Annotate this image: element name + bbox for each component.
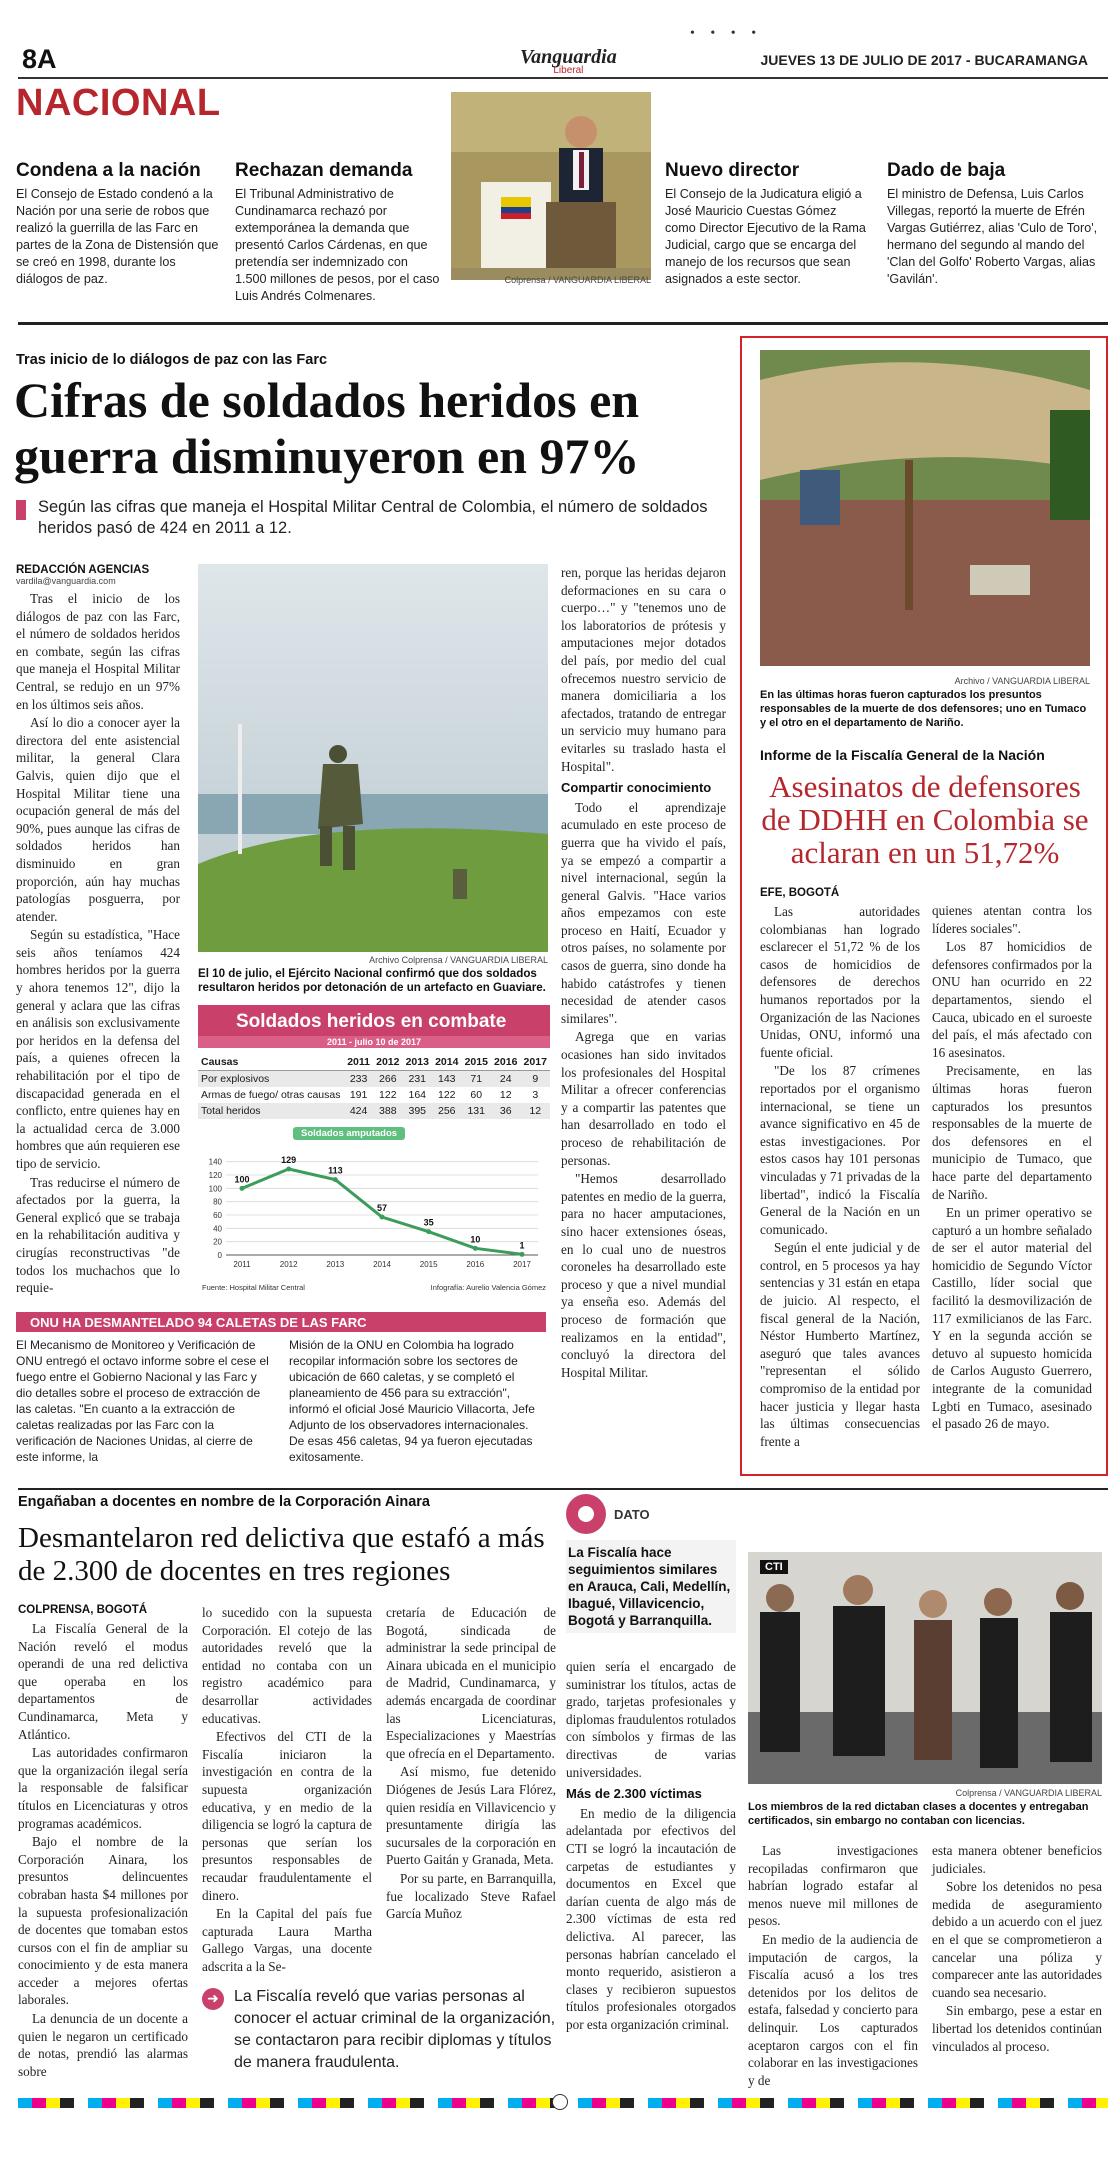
top-photo bbox=[451, 92, 651, 285]
paragraph: Por su parte, en Barranquilla, fue localizado Steve Rafael García Muñoz bbox=[386, 1870, 556, 1922]
paragraph: Los 87 homicidios de defensores confirmados por la ONU han ocurrido en 22 departamentos, siendo el Cauca, ubicado en el suroeste del país, el más afectado con 16 asesinatos. bbox=[932, 939, 1092, 1060]
data-point bbox=[333, 1177, 338, 1182]
table-header-year: 2017 bbox=[520, 1054, 550, 1071]
brief-text: El ministro de Defensa, Luis Carlos Villegas, reportó la muerte de Efrén Vargas Gutiérrez, alias 'Culo de Toro', hermano del segundo al mando del 'Clan del Golfo' Roberto Vargas, alias 'Gavilán'. bbox=[887, 187, 1098, 286]
table-cell-value: 191 bbox=[349, 1089, 368, 1101]
table-cell-value: 24 bbox=[491, 1071, 520, 1088]
brand-logo bbox=[520, 46, 617, 76]
table-cell-value: 3 bbox=[532, 1089, 539, 1101]
paragraph: En medio de la audiencia de imputación de cargos, la Fiscalía acusó a los tres detenidos por los delitos de estafa, falsedad y concierto para delinquir. Los capturados aceptaron cargos con el fin colaborar en las investigaciones y de bbox=[748, 1931, 918, 2088]
table-cell-value: 424 bbox=[344, 1103, 373, 1119]
data-point bbox=[473, 1246, 478, 1251]
paragraph: Sin embargo, pese a estar en libertad los detenidos continúan vinculados al proceso. bbox=[932, 2003, 1102, 2054]
paragraph: Así mismo, fue detenido Diógenes de Jesús Lara Flórez, quien residía en Villavicencio y presuntamente dirigía las sucursales de la corporación en Puerto Gaitán y Granada, Meta. bbox=[386, 1764, 556, 1868]
section-title: NACIONAL bbox=[16, 82, 221, 124]
table-cell-value: 388 bbox=[373, 1103, 402, 1119]
main-deck: Según las cifras que maneja el Hospital Militar Central de Colombia, el número de soldados heridos pasó de 424 en 2011 a 12. bbox=[38, 498, 708, 537]
onu-col2: Misión de la ONU en Colombia ha logrado recopilar información sobre los sectores de ubicación de 660 caletas, y se completó el planeamiento de 456 para su extracción", informó el oficial José Mauricio Villacorta, Jefe Adjunto de los observadores internacionales. De esas 456 caletas, 94 ya fueron ejecutadas exitosamente. bbox=[289, 1338, 535, 1464]
data-point bbox=[286, 1167, 291, 1172]
y-tick-label: 80 bbox=[213, 1197, 222, 1207]
byline: COLPRENSA, BOGOTÁ bbox=[18, 1604, 148, 1616]
paragraph: Todo el aprendizaje acumulado en este proceso de guerra que ha vivido el país, ya se empezó a compartir a nivel internacional, según la general Galvis. "Hace varios años empezamos con este proceso en Haití, Ecuador y otros países, no solamente por casos de guerra, sino donde ha habido catástrofes y tienen necesidad de atender casos similares". bbox=[561, 799, 726, 1026]
x-tick-label: 2012 bbox=[279, 1260, 298, 1269]
brief-title: Rechazan demanda bbox=[235, 160, 413, 181]
paragraph: Así lo dio a conocer ayer la directora del ente asistencial militar, la general Clara Galvis, quien dijo que el Hospital Militar tiene una ocupación general de más del 90%, pues aunque las cifras de soldados heridos han disminuido en gran proporción, aún hay muchas patologías posguerra, por atender. bbox=[16, 715, 180, 924]
bottom-col5-text bbox=[748, 1842, 918, 2089]
header-rule bbox=[18, 77, 1108, 79]
table-header-year: 2015 bbox=[462, 1054, 491, 1071]
bottom-col1 bbox=[18, 1604, 188, 2081]
table-cell-value: 71 bbox=[462, 1071, 491, 1088]
onu-columns bbox=[16, 1337, 546, 1465]
paragraph: quien sería el encargado de suministrar los títulos, actas de grado, tarjetas profesionales y diplomas fraudulentos rotulados con símbolos y firmas de las directivas de varias universidades. bbox=[566, 1659, 736, 1780]
bottom-col1-text bbox=[18, 1620, 188, 2080]
briefs-rule bbox=[18, 322, 1108, 325]
brand-sub: Liberal bbox=[553, 65, 584, 76]
photo-credit: Colprensa / VANGUARDIA LIBERAL bbox=[504, 275, 651, 285]
main-col3 bbox=[561, 564, 726, 1382]
paragraph: La denuncia de un docente a quien le negaron un certificado de notas, prendió las alarmas sobre bbox=[18, 2011, 188, 2079]
y-tick-label: 60 bbox=[213, 1211, 222, 1220]
cti-badge: CTI bbox=[760, 1560, 788, 1574]
x-tick-label: 2016 bbox=[466, 1260, 485, 1269]
paragraph: "De los 87 crímenes reportados por el organismo internacional, se tiene un avance significativo en 45 de estas investigaciones. Por estos casos hay 101 personas vinculadas y 71 privadas de la libertad", indicó la Fiscalía General de la Nación en un comunicado. bbox=[760, 1063, 920, 1237]
main-kicker: Tras inicio de lo diálogos de paz con las Farc bbox=[16, 352, 328, 368]
suspects-photo-caption: Los miembros de la red dictaban clases a docentes y entregaban certificados, sin embargo no contaban con licencias. bbox=[748, 1801, 1089, 1827]
data-point bbox=[240, 1186, 245, 1191]
x-tick-label: 2014 bbox=[373, 1260, 391, 1269]
onu-title bbox=[16, 1312, 546, 1332]
data-point bbox=[520, 1252, 525, 1257]
table-header-causas: Causas bbox=[198, 1054, 344, 1071]
paragraph: Las autoridades colombianas han logrado esclarecer el 51,72 % de los casos de homicidios de defensores de derechos humanos reportados por la Organización de las Naciones Unidas, ONU, informó una fuente oficial. bbox=[760, 904, 920, 1060]
data-label: 1 bbox=[519, 1240, 525, 1251]
onu-title-text: ONU HA DESMANTELADO 94 CALETAS DE LAS FARC bbox=[30, 1315, 367, 1330]
dato-header bbox=[566, 1494, 736, 1534]
brand-name: Vanguardia bbox=[520, 46, 617, 68]
table-cell-label: Por explosivos bbox=[198, 1071, 344, 1088]
table-cell-value: 12 bbox=[499, 1089, 512, 1101]
bottom-col3 bbox=[386, 1604, 556, 1924]
y-tick-label: 100 bbox=[208, 1184, 222, 1194]
data-point bbox=[426, 1229, 431, 1234]
brief-text: El Consejo de la Judicatura eligió a José Mauricio Cuestas Gómez como Director Ejecutivo de la Rama Judicial, cargo que se encarga del manejo de los recursos que sean asignados a este sector. bbox=[665, 187, 866, 286]
dato-box bbox=[566, 1494, 736, 1633]
paragraph: quienes atentan contra los líderes sociales". bbox=[932, 903, 1092, 936]
main-title: Cifras de soldados heridos en guerra disminuyeron en 97% bbox=[14, 372, 640, 484]
main-col1 bbox=[16, 564, 180, 1298]
hut-photo-credit: Archivo / VANGUARDIA LIBERAL bbox=[954, 676, 1090, 686]
paragraph: La Fiscalía General de la Nación reveló el modus operandi de una red delictiva que operaba en los departamentos de Cundinamarca, Meta y Atlántico. bbox=[18, 1621, 188, 1742]
table-cell-value: 9 bbox=[520, 1071, 550, 1088]
paragraph: Precisamente, en las últimas horas fueron capturados los presuntos responsables de la muerte de dos defensores en el municipio de Tumaco, que hace parte del departamento de Nariño. bbox=[932, 1063, 1092, 1202]
paragraph: "Hemos desarrollado patentes en medio de la guerra, para no hacer amputaciones, sino hacer extensiones óseas, en lo cual uno de nuestros coroneles ha desarrollado este proceso y que a nivel mundial ya enseña eso. Además del proceso de formación que realizamos en la entidad", concluyó la directora del Hospital Militar. bbox=[561, 1171, 726, 1380]
infographic-subtitle: 2011 - julio 10 de 2017 bbox=[198, 1036, 550, 1048]
brief-text: El Tribunal Administrativo de Cundinamarca rechazó por extemporánea la demanda que presentó Carlos Cárdenas, en que pretendía ser indemnizado con 1.500 millones de pesos, por el caso Luis Andrés Colmenares. bbox=[235, 187, 440, 303]
soldier-photo-credit: Archivo Colprensa / VANGUARDIA LIBERAL bbox=[369, 955, 548, 965]
table-cell-value: 231 bbox=[403, 1071, 432, 1088]
paragraph: Tras reducirse el número de afectados por la guerra, la General explicó que se trabaja en la rehabilitación auditiva y cirugías reconstructivas "de todos los muchachos que lo requie- bbox=[16, 1174, 180, 1296]
dato-text: La Fiscalía hace seguimientos similares en Arauca, Cali, Medellín, Ibagué, Villavicencio, Bogotá y Barranquilla. bbox=[566, 1540, 736, 1633]
onu-col1: El Mecanismo de Monitoreo y Verificación de ONU entregó el octavo informe sobre el cese el fuego entre el Gobierno Nacional y las Farc y dio detalles sobre el proceso de extracción de las caletas. "En cuanto a la extracción de caletas realizadas por las Farc con la verificación de Naciones Unidas, al cierre de este informe, la bbox=[16, 1338, 269, 1464]
subhead: Más de 2.300 víctimas bbox=[566, 1786, 702, 1802]
side-col1 bbox=[760, 887, 920, 1451]
data-label: 57 bbox=[376, 1203, 388, 1213]
table-header-year: 2014 bbox=[432, 1054, 461, 1071]
paragraph: Agrega que en varias ocasiones han sido invitados los profesionales del Hospital Militar a ofrecer conferencias y a compartir las patentes que han desarrollado en todo el proceso de rehabilitación de personas. bbox=[561, 1029, 726, 1168]
data-label: 35 bbox=[423, 1217, 434, 1228]
table-cell-value: 395 bbox=[403, 1103, 432, 1119]
bottom-rule bbox=[18, 1488, 1108, 1490]
top-dots: • • • • bbox=[690, 26, 763, 41]
soldier-photo-caption: El 10 de julio, el Ejército Nacional confirmó que dos soldados resultaron heridos por detonación de un artefacto en Guaviare. bbox=[198, 967, 546, 994]
dato-gear-icon bbox=[566, 1494, 606, 1534]
table-cell-value: 131 bbox=[462, 1103, 491, 1119]
bottom-col6-text bbox=[932, 1842, 1102, 2055]
amputados-line-chart bbox=[198, 1145, 550, 1275]
table-cell-label: Total heridos bbox=[198, 1103, 344, 1119]
paragraph: Según su estadística, "Hace seis años teníamos 424 hombres heridos por la guerra y ahora tenemos 12", dijo la general y aclara que las cifras en análisis son exclusivamente por heridos en la defensa del país, a quienes ofrecen la rehabilitación por el tipo de discapacidad generada en el conflicto, entre quienes hay en la actualidad cerca de 3.000 hombres que aún requieren ese tipo de servicio. bbox=[16, 927, 180, 1171]
page-number: 8A bbox=[22, 44, 57, 74]
data-label: 10 bbox=[470, 1234, 481, 1245]
paragraph: En la Capital del país fue capturada Laura Martha Gallego Vargas, una docente adscrita a la Se- bbox=[202, 1906, 372, 1974]
bottom-col2-text bbox=[202, 1604, 372, 1975]
table-row bbox=[198, 1071, 550, 1088]
table-cell-value: 122 bbox=[379, 1089, 397, 1101]
hut-image bbox=[760, 350, 1090, 666]
y-tick-label: 140 bbox=[208, 1157, 222, 1167]
data-label: 113 bbox=[328, 1165, 343, 1176]
paragraph: lo sucedido con la supuesta Corporación. El cotejo de las autoridades reveló que la entidad no contaba con un registro académico para desarrollar actividades educativas. bbox=[202, 1605, 372, 1726]
deck-marker bbox=[16, 500, 26, 520]
byline: REDACCIÓN AGENCIAS bbox=[16, 564, 150, 576]
table-cell-label: Armas de fuego/ otras causas bbox=[201, 1089, 341, 1101]
side-col2-text bbox=[932, 902, 1092, 1433]
issue-date: JUEVES 13 DE JULIO DE 2017 - BUCARAMANGA bbox=[760, 52, 1088, 68]
paragraph: Bajo el nombre de la Corporación Ainara, los presuntos delincuentes cobraban hasta $4 millones por la supuesta profesionalización de docentes que tomaban estos cursos con el fin de ampliar su conocimiento y de esta manera acceder a mejores ofertas laborales. bbox=[18, 1834, 188, 2008]
table-cell-value: 36 bbox=[491, 1103, 520, 1119]
x-tick-label: 2017 bbox=[513, 1260, 531, 1269]
soldier-photo bbox=[198, 564, 548, 952]
subhead: Compartir conocimiento bbox=[561, 780, 712, 796]
paragraph: Según el ente judicial y de control, en 5 procesos ya hay sentencias y 31 están en etapa de juicio. Al respecto, el fiscal general de la Nación, Néstor Humberto Martínez, aseguró que tales avances "representan el sólido compromiso de la entidad por hacer justicia y llegar hasta las últimas consecuencias frente a bbox=[760, 1240, 920, 1449]
stats-header-row bbox=[198, 1054, 550, 1071]
suspects-image bbox=[748, 1552, 1102, 1784]
brief-2 bbox=[235, 160, 440, 305]
dato-label: DATO bbox=[614, 1506, 650, 1522]
registration-mark-icon bbox=[552, 2094, 568, 2110]
brief-title: Dado de baja bbox=[887, 160, 1006, 181]
table-cell-value: 256 bbox=[432, 1103, 461, 1119]
table-cell-value: 164 bbox=[408, 1089, 427, 1101]
table-header-year: 2012 bbox=[373, 1054, 402, 1071]
paragraph: En medio de la diligencia adelantada por efectivos del CTI se logró la incautación de carpetas de estudiantes y documentos en Excel que darían cuenta de algo más de 2.300 víctimas de esta red delictiva. Al parecer, las personas habrían cancelado el monto requerido, asistieron a clases y recibieron supuestos títulos profesionales otorgados por esta organización criminal. bbox=[566, 1805, 736, 2032]
byline-email: vardila@vanguardia.com bbox=[16, 576, 116, 586]
paragraph: ren, porque las heridas dejaron deformaciones en su cara o cuerpo…" y "tenemos uno de los laboratorios de prótesis y amputaciones mejor dotados del país, por medio del cual ofrecemos nuestro servicio de manera domiciliaria a los afectados, tratando de entregar un servicio muy humano para evitarles su traslado hasta el Hospital". bbox=[561, 565, 726, 774]
data-point bbox=[380, 1215, 385, 1220]
x-tick-label: 2015 bbox=[419, 1260, 438, 1269]
table-header-year: 2011 bbox=[344, 1054, 373, 1071]
bottom-col2 bbox=[202, 1604, 372, 1976]
paragraph: Efectivos del CTI de la Fiscalía iniciaron la investigación en contra de la supuesta organización educativa, y en medio de la diligencia se logró la captura de personas que serían los presuntos responsables de recaudar fraudulentamente el dinero. bbox=[202, 1729, 372, 1903]
stats-table bbox=[198, 1054, 550, 1119]
onu-box bbox=[16, 1312, 546, 1465]
table-row bbox=[198, 1103, 550, 1119]
side-col1-text bbox=[760, 903, 920, 1450]
data-label: 100 bbox=[234, 1174, 250, 1185]
table-cell-value: 122 bbox=[437, 1089, 456, 1101]
suspects-photo-credit: Colprensa / VANGUARDIA LIBERAL bbox=[955, 1788, 1102, 1798]
brief-title: Nuevo director bbox=[665, 160, 800, 181]
y-tick-label: 20 bbox=[213, 1237, 222, 1247]
main-col1-text bbox=[16, 590, 180, 1297]
hut-photo-caption: En las últimas horas fueron capturados los presuntos responsables de la muerte de dos defensores; uno en Tumaco y el otro en el departamento de Nariño. bbox=[760, 689, 1087, 729]
bottom-title: Desmantelaron red delictiva que estafó a más de 2.300 de docentes en tres regiones bbox=[18, 1522, 545, 1587]
y-tick-label: 120 bbox=[208, 1171, 222, 1180]
byline: EFE, BOGOTÁ bbox=[760, 887, 840, 899]
table-cell-value: 143 bbox=[432, 1071, 461, 1088]
y-tick-label: 40 bbox=[213, 1224, 222, 1234]
infographic-credit: Infografía: Aurelio Valencia Gómez bbox=[430, 1283, 546, 1292]
pullquote-text: La Fiscalía reveló que varias personas al conocer el actuar criminal de la organización, se contactaron para recibir diplomas y títulos de manera fraudulenta. bbox=[234, 1988, 556, 2071]
x-tick-label: 2011 bbox=[233, 1260, 251, 1269]
paragraph: cretaría de Educación de Bogotá, sindicada de administrar la sede principal de Ainara ubicada en el municipio de Madrid, Cundinamarca, y además encargada de coordinar las Licenciaturas, Especializaciones y Maestrías que ofrecía en el Departamento. bbox=[386, 1605, 556, 1761]
table-header-year: 2013 bbox=[403, 1054, 432, 1071]
brief-title: Condena a la nación bbox=[16, 160, 201, 181]
infographic bbox=[198, 1005, 550, 1305]
table-row bbox=[198, 1087, 550, 1103]
brief-text: El Consejo de Estado condenó a la Nación por una serie de robos que realizó la guerrilla de las Farc en partes de la Zona de Distensión que se creó en 1998, durante los diálogos de paz. bbox=[16, 187, 219, 286]
amputados-label: Soldados amputados bbox=[293, 1127, 405, 1140]
side-col2 bbox=[932, 902, 1092, 1434]
x-tick-label: 2013 bbox=[326, 1260, 345, 1269]
brief-1 bbox=[16, 160, 221, 288]
y-tick-label: 0 bbox=[217, 1251, 222, 1260]
table-cell-value: 266 bbox=[373, 1071, 402, 1088]
bottom-col4-text bbox=[566, 1658, 736, 2033]
table-header-year: 2016 bbox=[491, 1054, 520, 1071]
podium-photo bbox=[451, 92, 651, 268]
infographic-title: Soldados heridos en combate bbox=[198, 1005, 550, 1036]
suspects-photo bbox=[748, 1552, 1102, 1784]
paragraph: esta manera obtener beneficios judiciales. bbox=[932, 1843, 1102, 1876]
side-kicker: Informe de la Fiscalía General de la Nación bbox=[760, 747, 1045, 763]
paragraph: Tras el inicio de los diálogos de paz con las Farc, el número de soldados heridos en combate, según las cifras que maneja el Hospital Militar Central, se redujo en un 97% en los últimos seis años. bbox=[16, 591, 180, 712]
arrow-icon: ➜ bbox=[202, 1988, 224, 2010]
brief-4 bbox=[887, 160, 1102, 288]
paragraph: Las autoridades confirmaron que la organización ilegal sería la responsable de falsificar títulos en Licenciaturas y otros programas académicos. bbox=[18, 1745, 188, 1831]
table-cell-value: 60 bbox=[470, 1089, 483, 1101]
brief-3 bbox=[665, 160, 870, 288]
paragraph: Sobre los detenidos no pesa medida de aseguramiento debido a un acuerdo con el juez en el que se comprometieron a cancelar una póliza y comparecer ante las autoridades cuando sea necesario. bbox=[932, 1879, 1102, 2000]
bottom-col5 bbox=[748, 1842, 918, 2090]
paragraph: En un primer operativo se capturó a un hombre señalado de ser el autor material del homicidio de Segundo Víctor Castillo, líder social que facilitó la desmovilización de 117 exmilicianos de las Farc. Y en la segunda acción se detuvo al supuesto homicida de Carlos Augusto Guerrero, integrante de la comunidad Lgbti en Tumaco, asesinado el pasado 26 de mayo. bbox=[932, 1205, 1092, 1432]
side-title: Asesinatos de defensores de DDHH en Colombia se aclaran en un 51,72% bbox=[761, 769, 1089, 870]
pullquote bbox=[202, 1986, 556, 2074]
bottom-col4 bbox=[566, 1658, 736, 2034]
hut-photo bbox=[760, 350, 1090, 666]
soldier-image bbox=[198, 564, 548, 952]
table-cell-value: 233 bbox=[344, 1071, 373, 1088]
infographic-source: Fuente: Hospital Militar Central bbox=[202, 1283, 305, 1292]
bottom-col6 bbox=[932, 1842, 1102, 2056]
table-cell-value: 12 bbox=[520, 1103, 550, 1119]
bottom-col3-text bbox=[386, 1604, 556, 1923]
paragraph: Las investigaciones recopiladas confirmaron que habrían logrado estafar al menos nueve mil millones de pesos. bbox=[748, 1843, 918, 1929]
data-label: 129 bbox=[281, 1155, 297, 1165]
bottom-kicker: Engañaban a docentes en nombre de la Corporación Ainara bbox=[18, 1494, 430, 1510]
main-col3-text bbox=[561, 564, 726, 1381]
